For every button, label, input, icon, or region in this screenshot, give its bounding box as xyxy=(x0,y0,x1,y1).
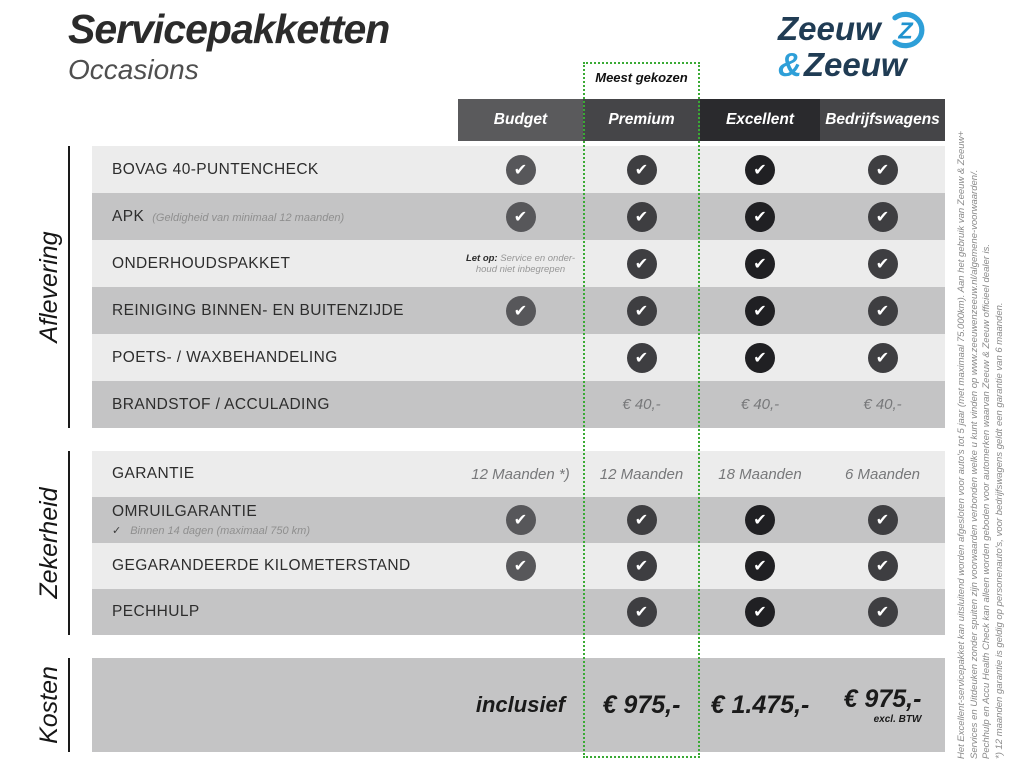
kosten-divider-line xyxy=(68,658,70,752)
note-text: Let op: Service en onder- houd niet inbegrepen xyxy=(465,252,576,275)
brand-logo xyxy=(778,10,931,82)
included-cell xyxy=(820,249,945,279)
checkmark-icon: ✔ xyxy=(745,202,775,232)
cell-value xyxy=(820,466,945,483)
price-wrap xyxy=(844,685,922,725)
checkmark-icon: ✔ xyxy=(868,296,898,326)
row-label-wrap xyxy=(92,349,458,367)
section-label-kosten: Kosten xyxy=(35,666,63,744)
checkmark-icon: ✔ xyxy=(868,505,898,535)
row-label-wrap xyxy=(92,302,458,320)
checkmark-icon: ✔ xyxy=(506,551,536,581)
included-cell xyxy=(583,343,700,373)
price-cell xyxy=(820,685,945,725)
section-label-zekerheid: Zekerheid xyxy=(35,487,63,599)
included-cell xyxy=(458,505,583,535)
checkmark-icon: ✔ xyxy=(627,202,657,232)
table-row xyxy=(92,497,945,543)
column-header-budget: Budget xyxy=(458,99,583,141)
checkmark-icon: ✔ xyxy=(506,155,536,185)
included-cell xyxy=(583,505,700,535)
row-label: BRANDSTOF / ACCULADING xyxy=(112,395,330,413)
included-cell xyxy=(820,551,945,581)
checkmark-icon: ✔ xyxy=(745,505,775,535)
section-zekerheid-rows xyxy=(92,451,945,635)
checkmark-icon: ✔ xyxy=(506,202,536,232)
checkmark-icon: ✔ xyxy=(627,505,657,535)
included-cell xyxy=(700,597,820,627)
checkmark-icon: ✔ xyxy=(868,202,898,232)
row-label-note: (Geldigheid van minimaal 12 maanden) xyxy=(152,211,345,224)
small-checkmark-icon: ✓ xyxy=(112,525,122,537)
logo-word2: Zeeuw xyxy=(803,46,907,83)
cell-value xyxy=(583,396,700,413)
included-cell xyxy=(583,597,700,627)
logo-word1: Zeeuw xyxy=(778,10,881,47)
checkmark-icon: ✔ xyxy=(868,551,898,581)
row-label: OMRUILGARANTIE xyxy=(112,503,258,520)
cell-value-text: € 40,- xyxy=(622,396,661,413)
table-row xyxy=(92,193,945,240)
checkmark-icon: ✔ xyxy=(627,551,657,581)
section-aflevering-rows xyxy=(92,146,945,428)
row-label: PECHHULP xyxy=(112,603,200,620)
column-header-bedrijfswagens: Bedrijfswagens xyxy=(820,99,945,141)
cost-inclusive-text: inclusief xyxy=(475,692,566,717)
row-label: GARANTIE xyxy=(112,465,195,482)
note-cell xyxy=(458,253,583,275)
included-cell xyxy=(458,202,583,232)
logo-ampersand: & xyxy=(778,46,802,83)
checkmark-icon: ✔ xyxy=(745,296,775,326)
checkmark-icon: ✔ xyxy=(745,155,775,185)
included-cell xyxy=(820,202,945,232)
checkmark-icon: ✔ xyxy=(745,343,775,373)
cell-value-text: € 40,- xyxy=(863,396,902,413)
row-label: GEGARANDEERDE KILOMETERSTAND xyxy=(112,557,411,574)
zekerheid-divider-line xyxy=(68,451,70,635)
checkmark-icon: ✔ xyxy=(627,296,657,326)
table-row xyxy=(92,381,945,428)
included-cell xyxy=(458,551,583,581)
price-wrap xyxy=(603,691,681,720)
price-wrap xyxy=(711,691,810,720)
most-chosen-label: Meest gekozen xyxy=(595,70,688,85)
footnote-line: Het Excellent-servicepakket kan uitsluitend worden afgesloten voor auto's tot 5 jaar (met maximaal 75.000km). Aan het gebruik van Zeeuw & Zeeuw+ xyxy=(956,131,967,759)
page-subtitle: Occasions xyxy=(68,54,199,85)
table-row xyxy=(92,240,945,287)
table-row xyxy=(92,451,945,497)
included-cell xyxy=(820,296,945,326)
row-sub-line: ✓ Binnen 14 dagen (maximaal 750 km) xyxy=(112,525,310,537)
included-cell xyxy=(583,155,700,185)
cell-value xyxy=(700,396,820,413)
checkmark-icon: ✔ xyxy=(868,155,898,185)
included-cell xyxy=(700,551,820,581)
included-cell xyxy=(820,343,945,373)
row-label: BOVAG 40-PUNTENCHECK xyxy=(112,160,319,178)
cell-value-text: 6 Maanden xyxy=(844,465,921,483)
cell-value-text: 12 Maanden xyxy=(599,465,684,483)
footnote-line: *) 12 maanden garantie is geldig op personenauto's, voor bedrijfswagens geldt een garantie van 6 maanden. xyxy=(993,302,1005,759)
included-cell xyxy=(700,249,820,279)
logo-line1 xyxy=(778,10,931,50)
section-kosten-row xyxy=(92,658,945,752)
cell-value xyxy=(820,396,945,413)
logo-line2 xyxy=(778,48,931,82)
row-label-wrap xyxy=(92,557,458,575)
footnotes xyxy=(956,86,1006,759)
row-label: APK (Geldigheid van minimaal 12 maanden) xyxy=(112,207,345,225)
logo-z-swoosh-icon xyxy=(885,10,931,50)
included-cell xyxy=(458,155,583,185)
included-cell xyxy=(700,155,820,185)
row-label: POETS- / WAXBEHANDELING xyxy=(112,348,338,366)
cell-value-text: € 40,- xyxy=(740,396,780,413)
included-cell xyxy=(820,155,945,185)
included-cell xyxy=(583,249,700,279)
checkmark-icon: ✔ xyxy=(868,249,898,279)
checkmark-icon: ✔ xyxy=(627,343,657,373)
row-label-wrap xyxy=(92,603,458,621)
included-cell xyxy=(583,551,700,581)
page-title: Servicepakketten xyxy=(68,6,390,52)
table-row xyxy=(92,543,945,589)
checkmark-icon: ✔ xyxy=(745,551,775,581)
checkmark-icon: ✔ xyxy=(868,597,898,627)
included-cell xyxy=(700,296,820,326)
row-label-wrap xyxy=(92,255,458,273)
included-cell xyxy=(820,597,945,627)
checkmark-icon: ✔ xyxy=(745,249,775,279)
cell-value xyxy=(583,466,700,483)
column-header-excellent: Excellent xyxy=(700,99,820,141)
row-label-wrap xyxy=(92,208,458,226)
checkmark-icon: ✔ xyxy=(627,597,657,627)
included-cell xyxy=(583,202,700,232)
checkmark-icon: ✔ xyxy=(627,155,657,185)
cell-value xyxy=(458,466,583,483)
row-label-wrap xyxy=(92,503,458,537)
table-row xyxy=(92,287,945,334)
row-label: REINIGING BINNEN- EN BUITENZIJDE xyxy=(112,301,404,319)
table-row xyxy=(92,334,945,381)
cell-value-text: 12 Maanden *) xyxy=(471,465,570,483)
footnote-line: Services en Uitdeuken zonder spuiten zijn voorwaarden verbonden welke u kunt vinden op www.zeeuwenzeeuw.nl/algemene-voorwaarden/. xyxy=(968,169,980,759)
included-cell xyxy=(700,343,820,373)
included-cell xyxy=(700,202,820,232)
price-cell xyxy=(700,691,820,720)
table-row xyxy=(92,146,945,193)
svg-text:Z: Z xyxy=(898,17,913,44)
column-header-premium: Premium xyxy=(583,99,700,141)
aflevering-divider-line xyxy=(68,146,70,428)
included-cell xyxy=(700,505,820,535)
cell-value xyxy=(700,466,820,483)
price-text: € 1.475,- xyxy=(710,690,810,719)
cost-inclusive-cell xyxy=(458,692,583,718)
row-label-wrap xyxy=(92,396,458,414)
row-label-wrap xyxy=(92,161,458,179)
table-row xyxy=(92,589,945,635)
price-text: € 975,- xyxy=(602,690,681,719)
price-text: € 975,- xyxy=(843,685,922,713)
included-cell xyxy=(820,505,945,535)
checkmark-icon: ✔ xyxy=(745,597,775,627)
column-headers xyxy=(458,99,945,141)
footnote-line: Pechhulp en Accu Health Check kan alleen worden geboden voor automerken waarvan Zeeuw & Zeeuw officieel dealer is. xyxy=(981,243,992,759)
checkmark-icon: ✔ xyxy=(868,343,898,373)
cell-value-text: 18 Maanden xyxy=(718,465,802,483)
checkmark-icon: ✔ xyxy=(506,505,536,535)
included-cell xyxy=(583,296,700,326)
row-label-wrap xyxy=(92,465,458,483)
row-label: ONDERHOUDSPAKKET xyxy=(112,254,291,272)
checkmark-icon: ✔ xyxy=(627,249,657,279)
price-cell xyxy=(583,691,700,720)
price-subtext: excl. BTW xyxy=(873,714,922,725)
checkmark-icon: ✔ xyxy=(506,296,536,326)
included-cell xyxy=(458,296,583,326)
section-label-aflevering: Aflevering xyxy=(35,231,63,343)
kosten-row xyxy=(92,658,945,752)
